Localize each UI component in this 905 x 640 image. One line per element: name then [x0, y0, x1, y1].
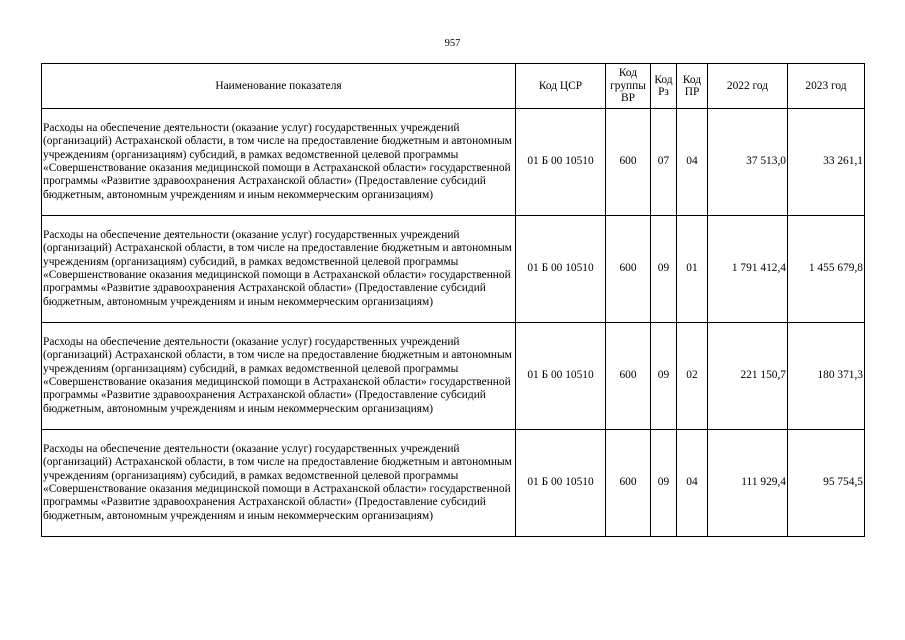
cell-2022: 1 791 412,4 — [708, 216, 788, 323]
header-rz: Код Рз — [651, 64, 677, 109]
cell-vr: 600 — [606, 109, 651, 216]
cell-name: Расходы на обеспечение деятельности (оказание услуг) государственных учреждений (организаций) Астраханской области, в том числе на предоставление бюджетным и автономным учреждениям (организациям) субсидий, в рамках ведомственной целевой программы «Совершенствование оказания медицинской помощи в Астраханской области» государственной программы «Развитие здравоохранения Астраханской области» (Предоставление субсидий бюджетным, автономным учреждениям и иным некоммерческим организациям) — [42, 323, 516, 430]
cell-rz: 09 — [651, 430, 677, 537]
cell-vr: 600 — [606, 323, 651, 430]
page-number: 957 — [444, 38, 461, 49]
cell-pr: 04 — [677, 109, 708, 216]
cell-2022: 111 929,4 — [708, 430, 788, 537]
cell-rz: 09 — [651, 216, 677, 323]
cell-2023: 1 455 679,8 — [788, 216, 865, 323]
table-row — [42, 216, 865, 323]
cell-csr: 01 Б 00 10510 — [516, 109, 606, 216]
table-row — [42, 109, 865, 216]
cell-pr: 04 — [677, 430, 708, 537]
header-name: Наименование показателя — [42, 64, 516, 109]
cell-rz: 09 — [651, 323, 677, 430]
header-vr: Код группы ВР — [606, 64, 651, 109]
cell-2022: 37 513,0 — [708, 109, 788, 216]
table-row — [42, 430, 865, 537]
cell-vr: 600 — [606, 216, 651, 323]
cell-csr: 01 Б 00 10510 — [516, 216, 606, 323]
cell-pr: 01 — [677, 216, 708, 323]
cell-rz: 07 — [651, 109, 677, 216]
header-csr: Код ЦСР — [516, 64, 606, 109]
cell-2023: 95 754,5 — [788, 430, 865, 537]
header-pr: Код ПР — [677, 64, 708, 109]
cell-csr: 01 Б 00 10510 — [516, 430, 606, 537]
table-header-row — [42, 64, 865, 109]
cell-2023: 33 261,1 — [788, 109, 865, 216]
cell-name: Расходы на обеспечение деятельности (оказание услуг) государственных учреждений (организаций) Астраханской области, в том числе на предоставление бюджетным и автономным учреждениям (организациям) субсидий, в рамках ведомственной целевой программы «Совершенствование оказания медицинской помощи в Астраханской области» государственной программы «Развитие здравоохранения Астраханской области» (Предоставление субсидий бюджетным, автономным учреждениям и иным некоммерческим организациям) — [42, 430, 516, 537]
cell-vr: 600 — [606, 430, 651, 537]
cell-pr: 02 — [677, 323, 708, 430]
header-2023: 2023 год — [788, 64, 865, 109]
budget-table — [41, 63, 865, 537]
cell-name: Расходы на обеспечение деятельности (оказание услуг) государственных учреждений (организаций) Астраханской области, в том числе на предоставление бюджетным и автономным учреждениям (организациям) субсидий, в рамках ведомственной целевой программы «Совершенствование оказания медицинской помощи в Астраханской области» государственной программы «Развитие здравоохранения Астраханской области» (Предоставление субсидий бюджетным, автономным учреждениям и иным некоммерческим организациям) — [42, 216, 516, 323]
cell-csr: 01 Б 00 10510 — [516, 323, 606, 430]
header-2022: 2022 год — [708, 64, 788, 109]
cell-name: Расходы на обеспечение деятельности (оказание услуг) государственных учреждений (организаций) Астраханской области, в том числе на предоставление бюджетным и автономным учреждениям (организациям) субсидий, в рамках ведомственной целевой программы «Совершенствование оказания медицинской помощи в Астраханской области» государственной программы «Развитие здравоохранения Астраханской области» (Предоставление субсидий бюджетным, автономным учреждениям и иным некоммерческим организациям) — [42, 109, 516, 216]
table-row — [42, 323, 865, 430]
cell-2022: 221 150,7 — [708, 323, 788, 430]
cell-2023: 180 371,3 — [788, 323, 865, 430]
